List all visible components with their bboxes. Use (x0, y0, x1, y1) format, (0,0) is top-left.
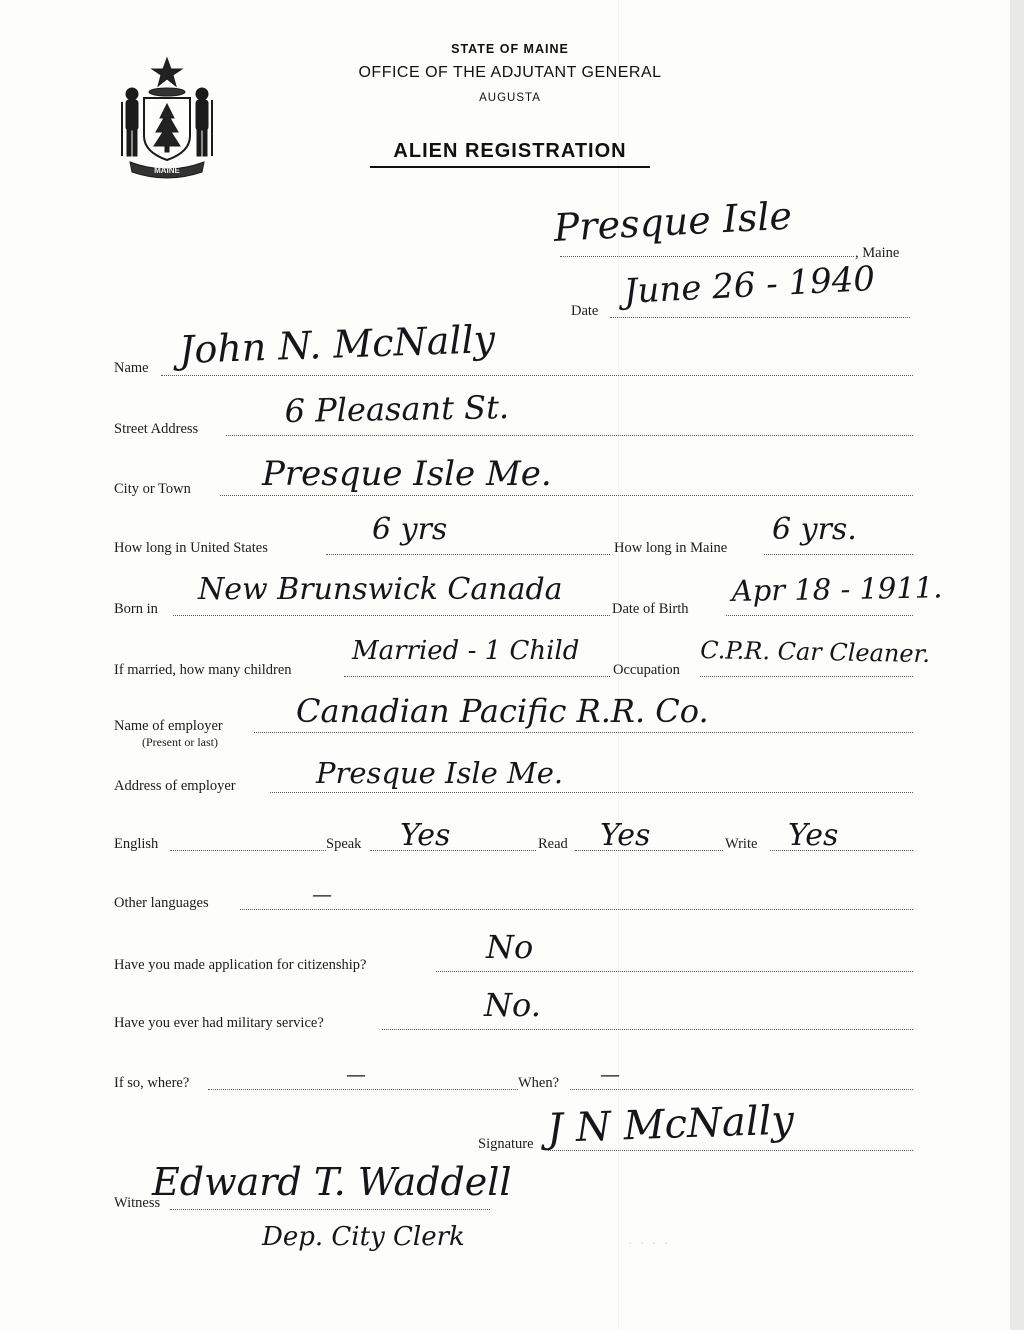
when-line (570, 1089, 913, 1090)
signature-label: Signature (478, 1136, 534, 1152)
maine-duration-line (764, 554, 913, 555)
dob-line (726, 615, 913, 616)
city-label: City or Town (114, 481, 191, 497)
military-value: No. (484, 986, 541, 1024)
date-value: June 26 - 1940 (622, 258, 876, 312)
name-value: John N. McNally (178, 316, 496, 372)
place-line (560, 256, 854, 257)
married-line (344, 676, 610, 677)
employer-address-value: Presque Isle Me. (316, 756, 564, 790)
occupation-line (700, 676, 913, 677)
name-label: Name (114, 360, 149, 376)
svg-text:MAINE: MAINE (154, 166, 180, 175)
signature-line (548, 1150, 913, 1151)
where-label: If so, where? (114, 1075, 190, 1091)
place-value: Presque Isle (552, 193, 793, 250)
occupation-value: C.P.R. Car Cleaner. (700, 636, 931, 669)
title-underline (370, 166, 650, 168)
witness-label: Witness (114, 1195, 161, 1211)
maine-duration-label: How long in Maine (614, 540, 728, 556)
employer-address-line (270, 792, 913, 793)
speak-value: Yes (400, 818, 451, 853)
when-value: — (600, 1062, 620, 1086)
page-title: ALIEN REGISTRATION (393, 140, 627, 162)
maine-state-seal-icon (112, 52, 222, 182)
witness-title-value: Dep. City Clerk (262, 1222, 465, 1252)
office-heading: OFFICE OF THE ADJUTANT GENERAL (358, 64, 662, 81)
employer-line (254, 732, 913, 733)
other-languages-label: Other languages (114, 895, 209, 911)
citizenship-value: No (486, 928, 534, 966)
date-label: Date (571, 303, 599, 319)
signature-value: J N McNally (546, 1097, 795, 1152)
state-heading: STATE OF MAINE (451, 42, 569, 56)
faint-stamp: · · · · (628, 1235, 671, 1250)
speak-label: Speak (326, 836, 362, 852)
place-suffix-label: , Maine (855, 245, 900, 261)
military-label: Have you ever had military service? (114, 1015, 324, 1031)
city-line (220, 495, 913, 496)
military-line (382, 1029, 913, 1030)
citizenship-label: Have you made application for citizenship? (114, 957, 367, 973)
employer-address-label: Address of employer (114, 778, 236, 794)
where-value: — (346, 1062, 366, 1086)
employer-sublabel: (Present or last) (142, 735, 218, 749)
read-value: Yes (600, 818, 651, 853)
other-languages-line (240, 909, 913, 910)
street-label: Street Address (114, 421, 199, 437)
us-duration-label: How long in United States (114, 540, 268, 556)
street-value: 6 Pleasant St. (284, 388, 510, 430)
city-heading: AUGUSTA (479, 92, 541, 104)
occupation-label: Occupation (613, 662, 680, 678)
citizenship-line (436, 971, 913, 972)
employer-label: Name of employer (114, 718, 223, 734)
english-label: English (114, 836, 159, 852)
married-label: If married, how many children (114, 662, 292, 678)
dob-value: Apr 18 - 1911. (731, 570, 943, 608)
speak-line (370, 850, 536, 851)
dob-label: Date of Birth (612, 601, 689, 617)
write-value: Yes (788, 818, 839, 853)
born-value: New Brunswick Canada (198, 572, 563, 607)
other-languages-value: — (312, 882, 332, 906)
married-value: Married - 1 Child (352, 636, 580, 666)
write-label: Write (725, 836, 758, 852)
us-duration-line (326, 554, 610, 555)
where-line (208, 1089, 518, 1090)
witness-line (170, 1209, 490, 1210)
page-edge (1010, 0, 1024, 1330)
us-duration-value: 6 yrs (372, 512, 448, 547)
read-label: Read (538, 836, 568, 852)
when-label: When? (518, 1075, 560, 1091)
born-line (173, 615, 610, 616)
witness-value: Edward T. Waddell (152, 1160, 512, 1204)
english-line (170, 850, 326, 851)
date-line (610, 317, 910, 318)
born-label: Born in (114, 601, 158, 617)
employer-value: Canadian Pacific R.R. Co. (296, 692, 709, 730)
street-line (226, 435, 913, 436)
name-line (161, 375, 913, 376)
maine-duration-value: 6 yrs. (772, 512, 857, 547)
city-value: Presque Isle Me. (262, 454, 552, 494)
